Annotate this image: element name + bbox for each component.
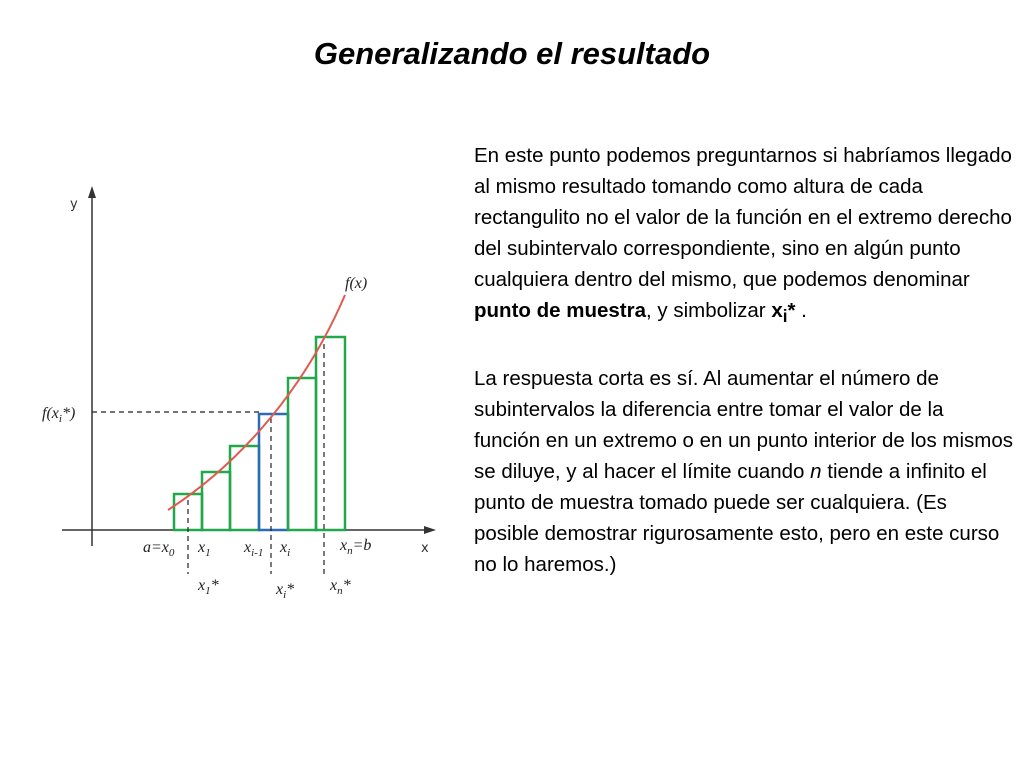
- riemann-sum-diagram: [0, 0, 460, 640]
- curve-label: f(x): [345, 275, 368, 292]
- label-xn-star: $x_n*$: [330, 577, 351, 597]
- label-x1-star: $x_1*$: [198, 577, 219, 597]
- label-xn-b: $x_n=b$: [340, 537, 372, 557]
- y-axis-label: y: [70, 197, 78, 212]
- function-curve: [168, 295, 345, 510]
- rectangle-highlight: [259, 414, 288, 530]
- label-xi-1: $x_{i-1}$: [244, 539, 264, 559]
- rectangle-3: [230, 446, 259, 530]
- explanation-text: [474, 140, 1014, 580]
- label-x1: $x_1$: [198, 539, 211, 559]
- label-xi: $x_i$: [280, 539, 291, 559]
- rectangle-n: [316, 337, 345, 530]
- fxi-label: $f(x_i*)$: [42, 405, 76, 425]
- paragraph-1: En este punto podemos preguntarnos si habríamos llegado al mismo resultado tomando como altura de cada rectangulito no el valor de la función en el extremo derecho del subintervalo correspondiente, sino en algún punto cualquiera dentro del mismo, que podemos denominar punto de muestra, y simbolizar $x_i*$ .: [474, 144, 1012, 327]
- y-axis-arrow-icon: [88, 186, 96, 198]
- label-xi-star: $x_i*$: [276, 581, 295, 601]
- rectangle-5: [288, 378, 316, 530]
- sample-point-symbol: $x_i*$: [771, 299, 796, 327]
- x-axis-label: x: [421, 541, 429, 556]
- x-axis-arrow-icon: [424, 526, 436, 534]
- rectangle-2: [202, 472, 230, 530]
- paragraph-2: La respuesta corta es sí. Al aumentar el número de subintervalos la diferencia entre tomar el valor de la función en un extremo o en un punto interior de los mismos se diluye, y al hacer el límite cuando n tiende a infinito el punto de muestra tomado puede ser cualquiera. (Es posible demostrar rigurosamente esto, pero en este curso no lo haremos.): [474, 367, 1013, 577]
- slide-title: Generalizando el resultado: [313, 36, 711, 71]
- label-a-x0: $a=x_0$: [143, 539, 175, 559]
- sample-point-term: punto de muestra: [474, 299, 646, 322]
